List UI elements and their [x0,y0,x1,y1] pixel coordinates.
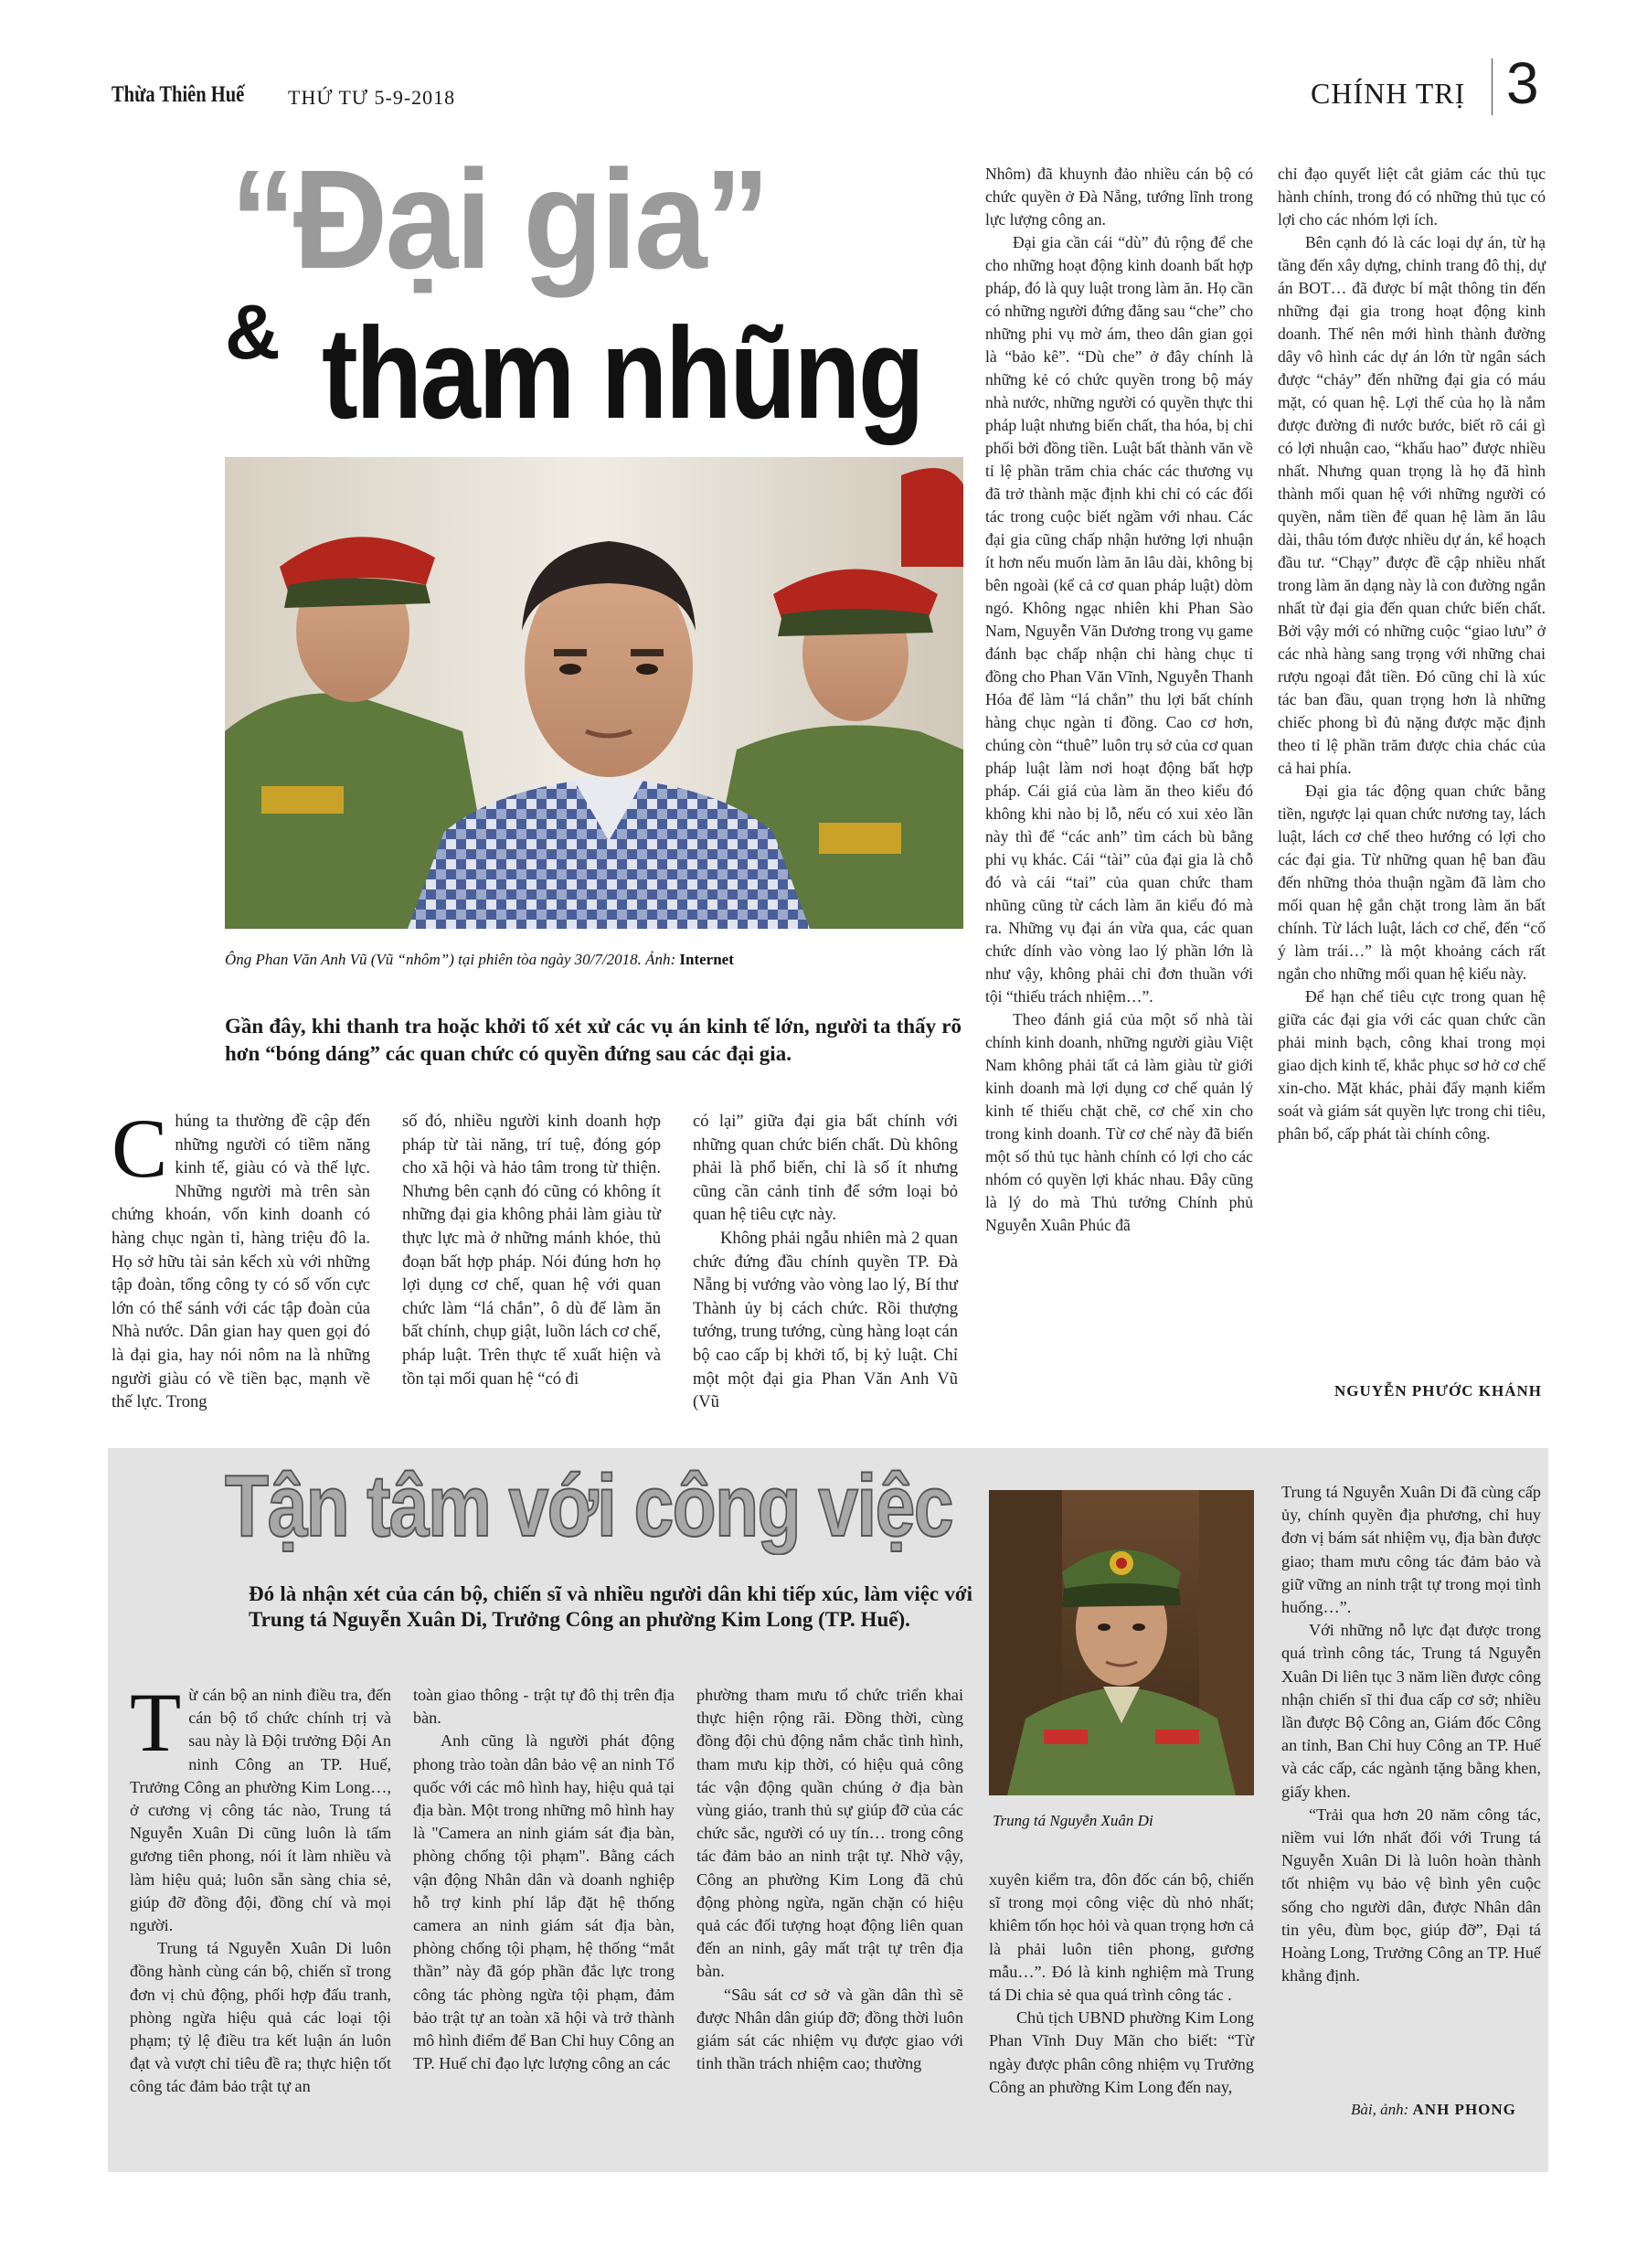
article2-column-2 [413,1684,675,2075]
article2-title: Tận tâm với công việc [225,1457,952,1555]
article2-col2-p2: Anh cũng là người phát động phong trào toàn dân bảo vệ an ninh Tổ quốc với các mô hình hay, hiệu quả tại địa bàn. Một trong những mô hình hay là "Camera an ninh giám sát địa bàn, phòng chống tội phạm". Bằng cách vận động Nhân dân và doanh nghiệp hỗ trợ kinh phí lắp đặt hệ thống camera an ninh giám sát địa bàn, phòng chống tội phạm, hệ thống “mắt thần” này đã góp phần đắc lực trong công tác phòng ngừa tội phạm, đảm bảo trật tự an toàn xã hội và trở thành mô hình điểm để Ban Chỉ huy Công an TP. Huế chỉ đạo lực lượng công an các [413,1731,675,2073]
article2-col3-p1: phường tham mưu tổ chức triển khai thực hiện rộng rãi. Đồng thời, cùng đồng đội chủ động nắm chắc tình hình, tham mưu kịp thời, có hiệu quả công tác vận động quần chúng ở địa bàn vùng giáo, tranh thủ sự giúp đỡ của các chức sắc, người có uy tín… trong công tác đảm bảo an ninh trật tự. Nhờ vậy, Công an phường Kim Long đã chủ động phòng ngừa, ngăn chặn có hiệu quả các đối tượng hoạt động liên quan đến an ninh, gây mất trật tự trên địa bàn. [696,1686,963,1981]
article2-col1-p2: Trung tá Nguyễn Xuân Di luôn đồng hành cùng cán bộ, chiến sĩ trong đơn vị chủ động, phối hợp đấu tranh, phòng ngừa hiệu quả các loại tội phạm; tỷ lệ điều tra kết luận án luôn đạt và vượt chỉ tiêu đề ra; thực hiện tốt công tác đảm bảo trật tự an [130,1939,391,2096]
article1-col3-p2: Không phải ngẫu nhiên mà 2 quan chức đứng đầu chính quyền TP. Đà Nẵng bị vướng vào vòng lao lý, Bí thư Thành ủy bị cách chức. Rồi thượng tướng, trung tướng, cùng hàng loạt cán bộ cao cấp bị khởi tố, bị kỷ luật. Chỉ một một đại gia Phan Văn Anh Vũ (Vũ [693,1228,958,1412]
article2-col5-p1: Trung tá Nguyễn Xuân Di đã cùng cấp ủy, chính quyền địa phương, chỉ huy đơn vị bám sát nhiệm vụ, địa bàn được giao; tham mưu công tác đảm bảo và giữ vững an ninh trật tự trong mọi tình huống…”. [1281,1483,1541,1617]
article2-lead: Đó là nhận xét của cán bộ, chiến sĩ và nhiều người dân khi tiếp xúc, làm việc với Trung tá Nguyễn Xuân Di, Trưởng Công an phường Kim Long (TP. Huế). [249,1582,972,1631]
article1-lead: Gần đây, khi thanh tra hoặc khởi tố xét xử các vụ án kinh tế lớn, người ta thấy rõ hơn “bóng dáng” các quan chức có quyền đứng sau các đại gia. [225,1015,962,1065]
article2-column-1 [130,1676,391,2099]
article2-col2-p1: toàn giao thông - trật tự đô thị trên địa bàn. [413,1686,675,1728]
article2-column-3 [696,1684,963,2075]
article1-column-2 [402,1110,661,1390]
article1-col5-p4: Để hạn chế tiêu cực trong quan hệ giữa các đại gia với các quan chức cần phải minh bạch, công khai trong mọi giao dịch kinh tế, khắc phục sơ hở cơ chế xin-cho. Mặt khác, phải đẩy mạnh kiểm soát và giám sát quyền lực trong chi tiêu, phân bổ, cấp phát tài chính công. [1278,987,1546,1143]
publication-name: Thừa Thiên Huế [112,82,245,107]
article2-col3-p2: “Sâu sát cơ sở và gần dân thì sẽ được Nhân dân giúp đỡ; đồng thời luôn giám sát các nhiệm vụ được giao với tinh thần trách nhiệm cao; thường [696,1985,963,2073]
article2-col5-p3: “Trải qua hơn 20 năm công tác, niềm vui lớn nhất đối với Trung tá Nguyễn Xuân Di là luôn hoàn thành tốt nhiệm vụ bảo vệ bình yên cuộc sống cho người dân, được Nhân dân tin yêu, đùm bọc, giúp đỡ”, Đại tá Hoàng Long, Trưởng Công an TP. Huế khẳng định. [1281,1805,1541,1986]
article1-column-1 [112,1102,370,1414]
article1-col3-p1: có lại” giữa đại gia bất chính với những quan chức biến chất. Dù không phải là phổ biến, chỉ là số ít nhưng cũng cần cảnh tỉnh để sớm loại bỏ quan hệ tiêu cực này. [693,1112,958,1225]
article1-col5-p3: Đại gia tác động quan chức bằng tiền, ngược lại quan chức nương tay, lách luật, lách cơ chế theo hướng có lợi cho các đại gia. Từ những quan hệ ban đầu đến những thỏa thuận ngầm đã làm cho mối quan hệ gắn chặt trong làm ăn bất chính. Từ lách luật, lách cơ chế, đến “cố ý làm trái…” là một khoảng cách rất ngắn cho những mối quan hệ kiểu này. [1278,782,1546,983]
article1-column-5 [1278,163,1546,1145]
article2-photo [989,1490,1254,1795]
article1-col1-text: húng ta thường đề cập đến những người có tiềm năng kinh tế, giàu có và thế lực. Những người mà trên sàn chứng khoán, vốn kinh doanh có hàng chục ngàn tỉ, hàng triệu đô la. Họ sở hữu tài sản kếch xù với những tập đoàn, tổng công ty có số vốn cực lớn có thể sánh với các tập đoàn của Nhà nước. Dân gian hay quen gọi đó là đại gia, hay nói nôm na là những người giàu có về tiền bạc, mạnh về thế lực. Trong [112,1112,370,1412]
article2-byline [1351,2101,1516,2119]
article1-col4-p1: Nhôm) đã khuynh đảo nhiều cán bộ có chức quyền ở Đà Nẵng, tướng lĩnh trong lực lượng công an. [985,165,1253,229]
article1-title-line2: tham nhũng [322,301,923,446]
article2-col1-p1: ừ cán bộ an ninh điều tra, đến cán bộ tổ chức chính trị và sau này là Đội trưởng Đội An ninh Công an TP. Huế, Trưởng Công an phường Kim Long…, ở cương vị công tác nào, Trung tá Nguyễn Xuân Di cũng luôn là tấm gương tiên phong, nói ít làm nhiều và làm hiệu quả; luôn sẵn sàng chia sẻ, giúp đỡ đồng đội, đồng chí và mọi người. [130,1686,391,1935]
article2-column-5 [1281,1481,1541,1987]
page-number: 3 [1506,50,1539,116]
section-name: CHÍNH TRỊ [1311,77,1466,110]
article2-col4-p1: xuyên kiểm tra, đôn đốc cán bộ, chiến sĩ trong mọi công việc dù nhỏ nhất; khiêm tốn học hỏi và quan trọng hơn cả là phải luôn tiên phong, gương mẫu…”. Đó là kinh nghiệm mà Trung tá Di chia sẻ qua quá trình công tác . [989,1870,1254,2005]
header-divider [1492,59,1493,115]
article1-title-ampersand: & [225,289,281,375]
issue-date: THỨ TƯ 5-9-2018 [288,86,456,109]
article1-column-3 [693,1110,958,1414]
article1-photo-caption [225,951,974,969]
article1-col5-p2: Bên cạnh đó là các loại dự án, từ hạ tầng đến xây dựng, chỉnh trang đô thị, dự án BOT… đã được bí mật thông tin đến những đại gia trong hoạt động kinh doanh. Thế nên mới hình thành đường dây vô hình các dự án lớn từ ngân sách được “chảy” đến những đại gia có máu mặt, có quan hệ. Lợi thế của họ là nắm được đường đi nước bước, biết rõ cái gì có lợi nhuận cao, “khấu hao” được nhiều nhất. Nhưng quan trọng là họ đã hình thành mối quan hệ với những người có quyền, nắm tiền để quan hệ làm ăn lâu dài, thâu tóm được nhiều dự án, kể hoạch đầu tư. “Chạy” được đề cập nhiều nhất trong làm ăn dạng này là con đường ngắn nhất từ đại gia đến quan chức biến chất. Bởi vậy mới có những cuộc “giao lưu” ở các nhà hàng sang trọng với những chai rượu ngoại đắt tiền. Đó cũng chỉ là xúc tác ban đầu, quan trọng hơn là những chiếc phong bì đủ nặng được mặc định theo tỉ lệ phần trăm được chia chác của cả hai phía. [1278,233,1546,777]
article2-column-4 [989,1869,1254,2099]
article1-col4-p3: Theo đánh giá của một số nhà tài chính kinh doanh, những người giàu Việt Nam không phải tất cả làm giàu từ giới kinh doanh mà lợi dụng cơ chế quản lý kinh tế thiếu chặt chẽ, cơ chế xin cho trong kinh doanh. Từ cơ chế này đã biến một số thủ tục hành chính có lợi cho các nhóm có quyền lợi khác nhau. Đây cũng là lý do mà Thủ tướng Chính phủ Nguyễn Xuân Phúc đã [985,1010,1253,1234]
article1-column-4 [985,163,1253,1237]
article2-author: ANH PHONG [1412,2101,1516,2118]
article1-photo [225,457,963,929]
article1-col5-p1: chỉ đạo quyết liệt cắt giảm các thủ tục hành chính, trong đó có những thủ tục có lợi cho các nhóm lợi ích. [1278,165,1546,229]
article1-dropcap: C [112,1102,168,1195]
article2-dropcap: T [130,1676,182,1769]
article2-col4-p2: Chủ tịch UBND phường Kim Long Phan Vĩnh Duy Mãn cho biết: “Từ ngày được phân công nhiệm vụ Trưởng Công an phường Kim Long đến nay, [989,2008,1254,2096]
article1-col4-p2: Đại gia cần cái “dù” đủ rộng để che cho những hoạt động kinh doanh bất hợp pháp, đó là quy luật trong làm ăn. Họ cần có những người đứng đằng sau “che” cho những phi vụ mờ ám, theo dân gian gọi là “bảo kê”. “Dù che” ở đây chính là những kẻ có chức quyền trong bộ máy nhà nước, những người có quyền thực thi pháp luật nhưng biến chất, tha hóa, bị chi phối bởi đồng tiền. Luật bất thành văn về tỉ lệ phần trăm chia chác các thương vụ đã trở thành mặc định khi chỉ có các đối tác trong cuộc biết ngầm với nhau. Các đại gia cũng chấp nhận hưởng lợi nhuận ít hơn nếu muốn làm ăn lâu dài, không bị bên ngoài (kể cả cơ quan pháp luật) dòm ngó. Không ngạc nhiên khi Phan Sào Nam, Nguyễn Văn Dương trong vụ game đánh bạc chấp nhận chi hàng chục tỉ đồng cho Phan Văn Vĩnh, Nguyễn Thanh Hóa để làm “lá chắn” thu lợi bất chính hàng chục ngàn tỉ đồng. Cao cơ hơn, chúng còn “thuê” luôn trụ sở của cơ quan pháp luật làm nơi hoạt động bất hợp pháp. Cái giá của làm ăn theo kiểu đó không khi nào bị lỗ, nếu có xui xẻo lần này thì để “các anh” tìm cách bù bằng phi vụ khác. Cái “tài” của đại gia là chỗ đó và cái “tai” của quan chức tham nhũng cũng từ cách làm ăn kiểu đó mà ra. Những vụ đại án vừa qua, các quan chức dính vào vòng lao lý phần lớn là như vậy, không phải chỉ đơn thuần với tội “thiếu trách nhiệm…”. [985,233,1253,1006]
article2-photo-caption: Trung tá Nguyễn Xuân Di [993,1812,1153,1829]
article1-title-line1: “Đại gia” [230,141,768,298]
byline-label: Bài, ảnh: [1351,2101,1409,2118]
article1-author: NGUYỄN PHƯỚC KHÁNH [1334,1382,1543,1400]
caption-credit: Internet [679,951,734,968]
caption-text: Ông Phan Văn Anh Vũ (Vũ “nhôm”) tại phiên tòa ngày 30/7/2018. Ảnh: [225,951,676,968]
article2-col5-p2: Với những nỗ lực đạt được trong quá trình công tác, Trung tá Nguyễn Xuân Di liên tục 3 năm liền được công nhận chiến sĩ thi đua cấp cơ sở; nhiều lần được Bộ Công an, Giám đốc Công an tỉnh, Ban Chỉ huy Công an TP. Huế và các cấp, các ngành tặng bằng khen, giấy khen. [1281,1621,1541,1801]
article1-col2-text: số đó, nhiều người kinh doanh hợp pháp từ tài năng, trí tuệ, đóng góp cho xã hội và hảo tâm trong từ thiện. Nhưng bên cạnh đó cũng có không ít những đại gia không phải làm giàu từ thực lực mà ở những mánh khóe, thủ đoạn bất hợp pháp. Nói đúng hơn họ lợi dụng cơ chế, quan hệ với quan chức làm “lá chắn”, ô dù để làm ăn bất chính, chụp giật, luồn lách cơ chế, pháp luật. Trên thực tế xuất hiện và tồn tại mối quan hệ “có đi [402,1112,661,1389]
